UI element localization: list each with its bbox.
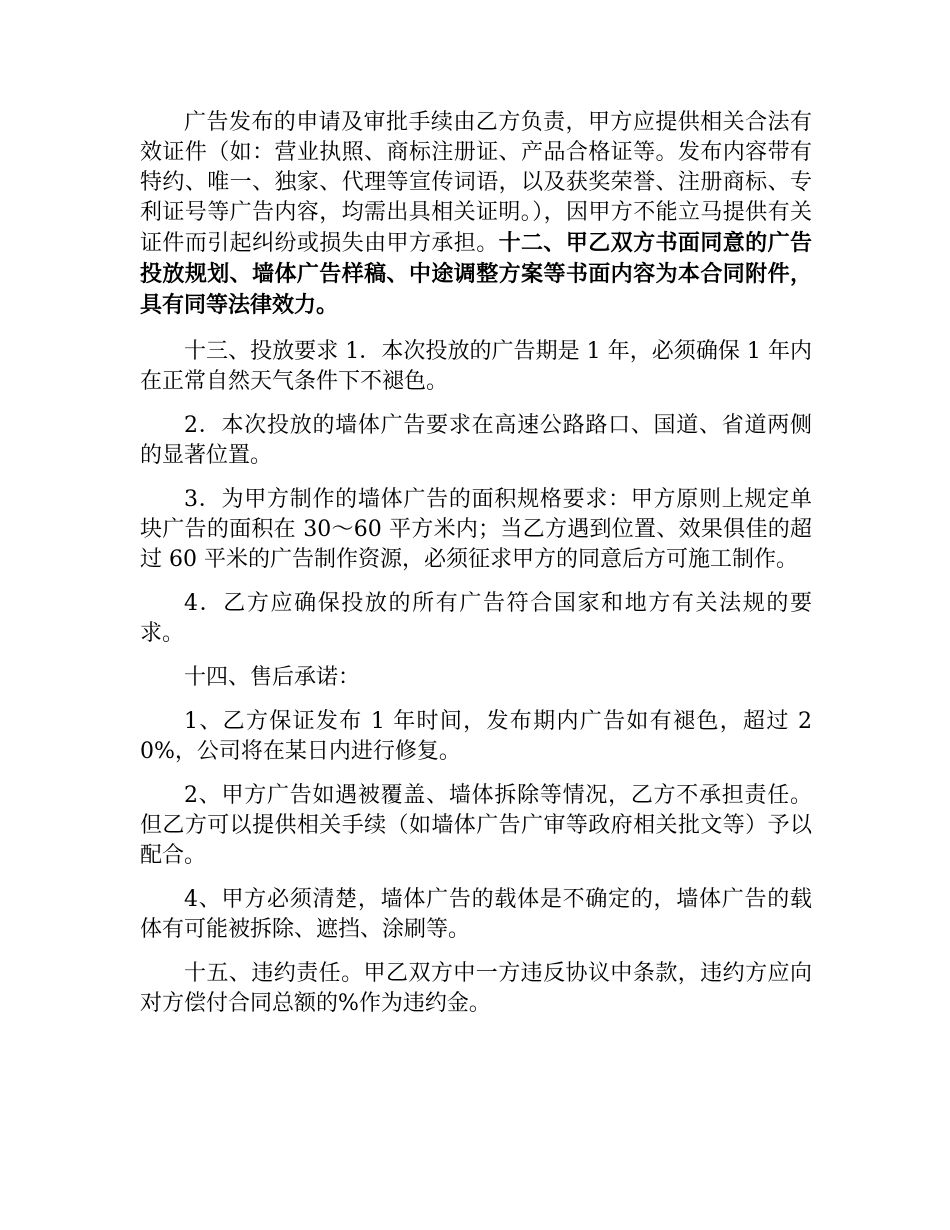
section-14-heading: 十四、售后承诺：	[184, 665, 361, 690]
paragraph-application-approval	[140, 108, 812, 321]
section-13-item-3: 3．为甲方制作的墙体广告的面积规格要求：甲方原则上规定单块广告的面积在 30～60 平方米内；当乙方遇到位置、效果俱佳的超过 60 平米的广告制作资源，必须征求甲方的同意后方可施工制作。	[140, 487, 812, 572]
clause-12-bold-text: 十二、甲乙双方书面同意的广告投放规划、墙体广告样稿、中途调整方案等书面内容为本合同附件，具有同等法律效力。	[140, 230, 812, 318]
section-14-item-1: 1、乙方保证发布 1 年时间，发布期内广告如有褪色，超过 20%，公司将在某日内进行修复。	[140, 709, 812, 764]
paragraph-text: 广告发布的申请及审批手续由乙方负责，甲方应提供相关合法有效证件（如：营业执照、商标注册证、产品合格证等。发布内容带有特约、唯一、独家、代理等宣传词语，以及获奖荣誉、注册商标、专利证号等广告内容，均需出具相关证明。），因甲方不能立马提供有关证件而引起纠纷或损失由甲方承担。	[140, 110, 812, 256]
section-15-liability: 十五、违约责任。甲乙双方中一方违反协议中条款，违约方应向对方偿付合同总额的%作为违约金。	[140, 961, 812, 1016]
document-page	[140, 108, 812, 1033]
section-13-item-2: 2．本次投放的墙体广告要求在高速公路路口、国道、省道两侧的显著位置。	[140, 413, 812, 468]
section-14-item-2: 2、甲方广告如遇被覆盖、墙体拆除等情况，乙方不承担责任。但乙方可以提供相关手续（如墙体广告广审等政府相关批文等）予以配合。	[140, 783, 812, 868]
section-13-item-1: 十三、投放要求 1．本次投放的广告期是 1 年，必须确保 1 年内在正常自然天气条件下不褪色。	[140, 339, 812, 394]
section-14-item-4: 4、甲方必须清楚，墙体广告的载体是不确定的，墙体广告的载体有可能被拆除、遮挡、涂刷等。	[140, 887, 812, 942]
section-13-item-4: 4．乙方应确保投放的所有广告符合国家和地方有关法规的要求。	[140, 591, 812, 646]
